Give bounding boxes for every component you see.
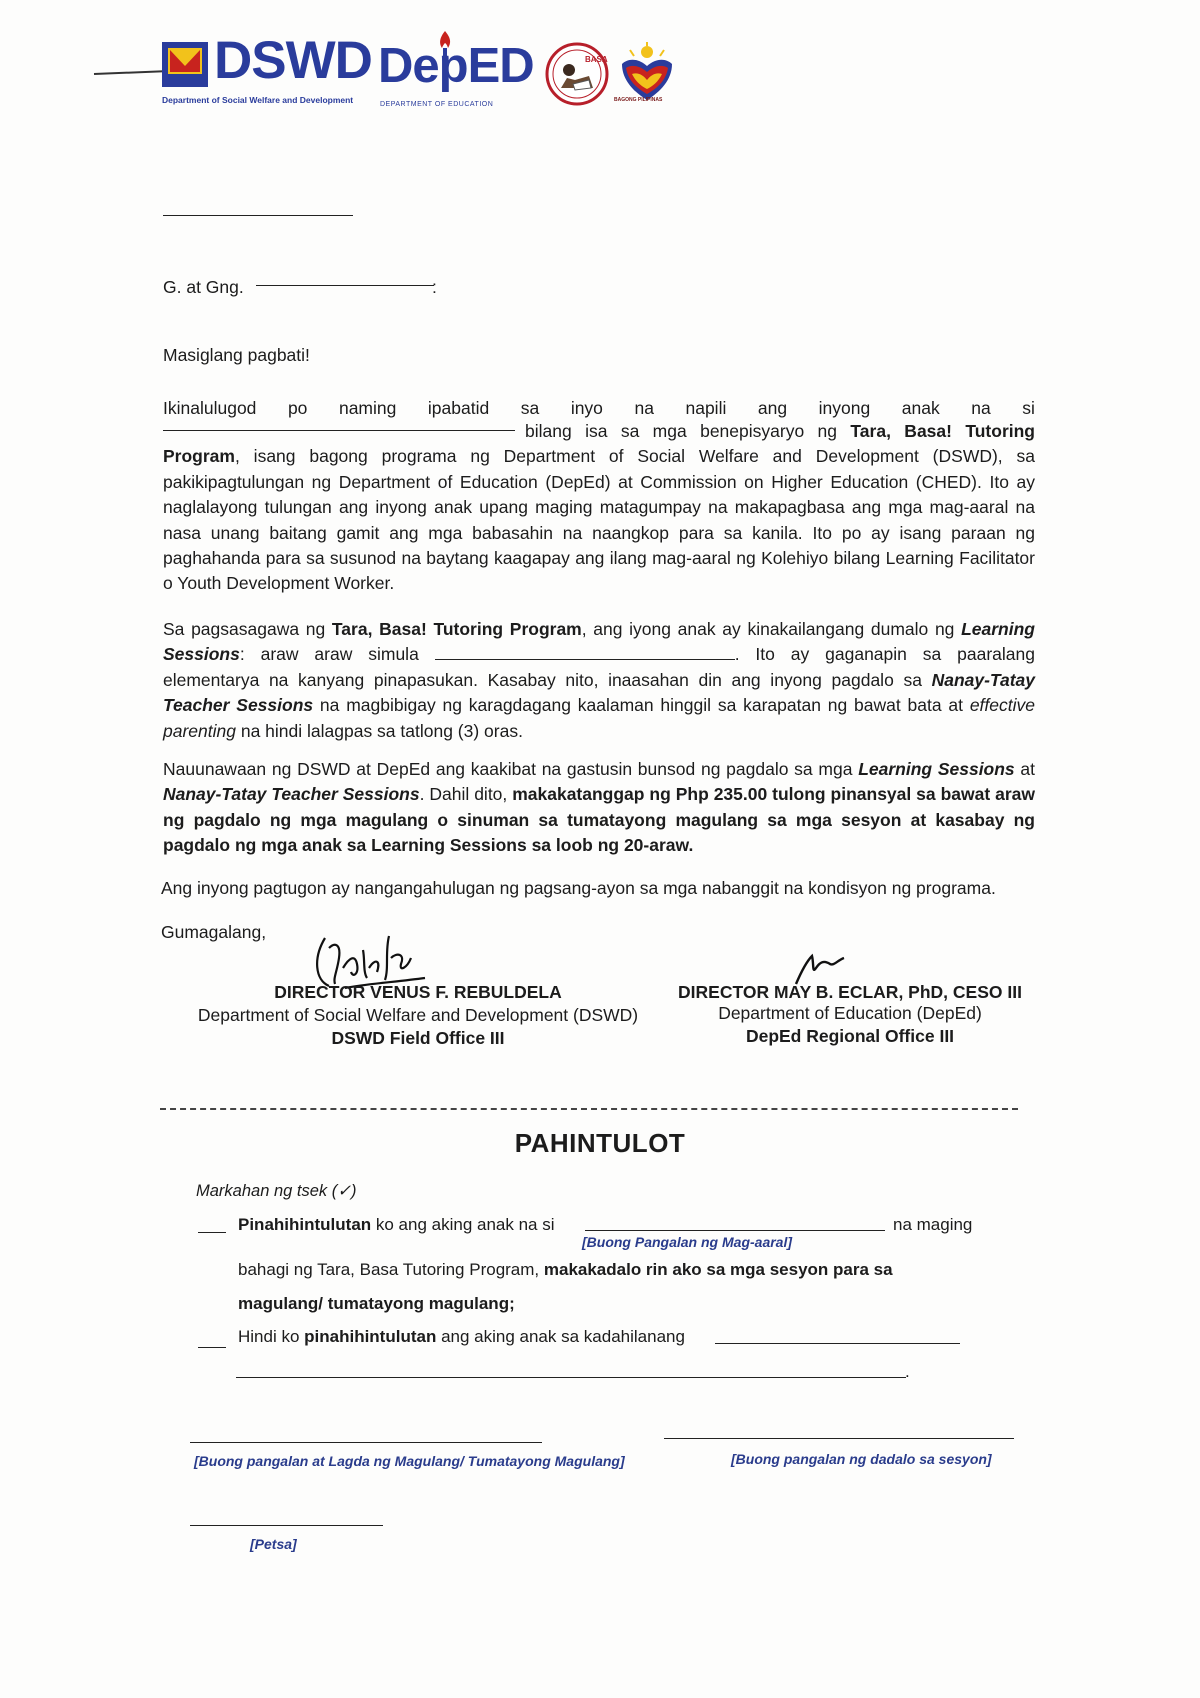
dswd-wordmark: DSWD: [214, 31, 372, 90]
permission-title: PAHINTULOT: [514, 1128, 686, 1158]
p1-word: ang: [757, 398, 788, 418]
attendee-name-caption: [Buong pangalan ng dadalo sa sesyon]: [731, 1451, 992, 1467]
dswd-emblem-icon: [160, 40, 210, 88]
tara-basa-logo: [545, 42, 609, 106]
p1-word: napili: [685, 398, 727, 418]
parent-signature-caption: [Buong pangalan at Lagda ng Magulang/ Tumatayong Magulang]: [194, 1453, 625, 1469]
deped-wordmark: DepED: [378, 39, 534, 93]
cut-line-divider: [160, 1108, 1018, 1110]
paragraph-3: Nauunawaan ng DSWD at DepEd ang kaakibat na gastusin bunsod ng pagdalo sa mga Learning Sessions at Nanay-Tatay Teacher Sessions. Dahil dito, makakatanggap ng Php 235.00 tulong pinansyal sa bawat araw ng pagdalo ng mga magulang o sinuman sa tumatayong magulang sa mga sesyon at kasabay ng pagdalo ng mga anak sa Learning Sessions sa loob ng 20-araw.: [163, 759, 1036, 856]
dswd-subtitle: Department of Social Welfare and Development: [162, 95, 354, 105]
paragraph-1: bilang isa sa mga benepisyaryo ng Tara, Basa! Tutoring Program, isang bagong programa ng Department of Social Welfare and Development (DSWD), sa pakikipagtulungan ng Department of Education (DepEd) at Commission on Higher Education (CHED). Ito ay naglalayong tulungan ang inyong anak upang maging matagumpay na makapagbasa ang mga mag-aaral na nasa unang baitang gamit ang mga babasahin na naangkop para sa kanila. Ito po ay isang paraan ng paghahanda para sa susunod na baytang kaagapay ang ilang mag-aaral ng Kolehiyo bilang Learning Facilitator o Youth Development Worker.: [163, 421, 1035, 594]
option-1-line-2: bahagi ng Tara, Basa Tutoring Program, makakadalo rin ako sa mga sesyon para sa: [238, 1260, 893, 1279]
signatory-1-org: Department of Social Welfare and Development (DSWD): [197, 1005, 639, 1025]
signatory-1-office: DSWD Field Office III: [331, 1028, 505, 1048]
date-caption: [Petsa]: [250, 1536, 297, 1552]
parent-signature-line[interactable]: [190, 1442, 542, 1443]
signatory-2-org: Department of Education (DepEd): [718, 1003, 982, 1023]
option-1-suffix: na maging: [893, 1215, 973, 1234]
p1-word: na: [971, 398, 991, 418]
option-2-text: Hindi ko pinahihintulutan ang aking anak sa kadahilanang: [238, 1327, 685, 1346]
student-name-caption: [Buong Pangalan ng Mag-aaral]: [582, 1234, 793, 1250]
reason-blank-1[interactable]: [715, 1343, 960, 1344]
p1-word: na: [634, 398, 654, 418]
attendee-name-line[interactable]: [664, 1438, 1014, 1439]
p1-word: anak: [901, 398, 940, 418]
signatory-2-office: DepEd Regional Office III: [745, 1026, 955, 1046]
paragraph-4: Ang inyong pagtugon ay nangangahulugan ng pagsang-ayon sa mga nabanggit na kondisyon ng programa.: [161, 878, 996, 898]
date-blank-line[interactable]: [163, 215, 353, 216]
signatory-2-name: DIRECTOR MAY B. ECLAR, PhD, CESO III: [678, 982, 1022, 1002]
bagong-pilipinas-logo: [618, 42, 676, 104]
option-2-checkbox-blank[interactable]: [198, 1347, 226, 1348]
salutation-colon: :: [432, 277, 437, 297]
p1-word: si: [1022, 398, 1035, 418]
reason-period: .: [905, 1362, 910, 1381]
p1-word: sa: [520, 398, 540, 418]
signatory-1-name: DIRECTOR VENUS F. REBULDELA: [274, 982, 562, 1002]
p1-word: po: [287, 398, 308, 418]
option-1-checkbox-blank[interactable]: [198, 1232, 226, 1233]
p1-word: Ikinalulugod: [163, 398, 257, 418]
parent-name-blank[interactable]: [256, 285, 434, 286]
option-1-line-3: magulang/ tumatayong magulang;: [238, 1294, 515, 1313]
salutation: G. at Gng.: [163, 277, 244, 297]
reason-blank-2[interactable]: [236, 1377, 906, 1378]
paragraph-1-first-line: [163, 398, 1035, 419]
p1-word: inyong: [818, 398, 871, 418]
greeting: Masiglang pagbati!: [163, 345, 310, 365]
option-1-text: Pinahihintulutan ko ang aking anak na si: [238, 1215, 555, 1234]
closing: Gumagalang,: [161, 922, 267, 942]
deped-subtitle: DEPARTMENT OF EDUCATION: [380, 101, 494, 108]
date-line[interactable]: [190, 1525, 383, 1526]
paragraph-2: Sa pagsasagawa ng Tara, Basa! Tutoring Program, ang iyong anak ay kinakailangang dumalo ng Learning Sessions: araw araw simula . Ito ay gaganapin sa paaralang elementarya na kanyang pinapasukan. Kasabay nito, inaasahan din ang inyong pagdalo sa Nanay-Tatay Teacher Sessions na magbibigay ng karagdagang kaalaman hinggil sa karapatan ng bawat bata at effective parenting na hindi lalagpas sa tatlong (3) oras.: [163, 619, 1035, 741]
student-name-blank[interactable]: [585, 1230, 885, 1231]
p1-word: ipabatid: [427, 398, 490, 418]
bagong-pilipinas-text: BAGONG PILIPINAS: [614, 97, 663, 103]
basa-logo-text: BASA: [585, 55, 608, 64]
p1-word: inyo: [570, 398, 603, 418]
p1-word: naming: [338, 398, 397, 418]
start-date-blank[interactable]: [435, 645, 735, 660]
check-instruction: Markahan ng tsek (✓): [196, 1182, 357, 1200]
